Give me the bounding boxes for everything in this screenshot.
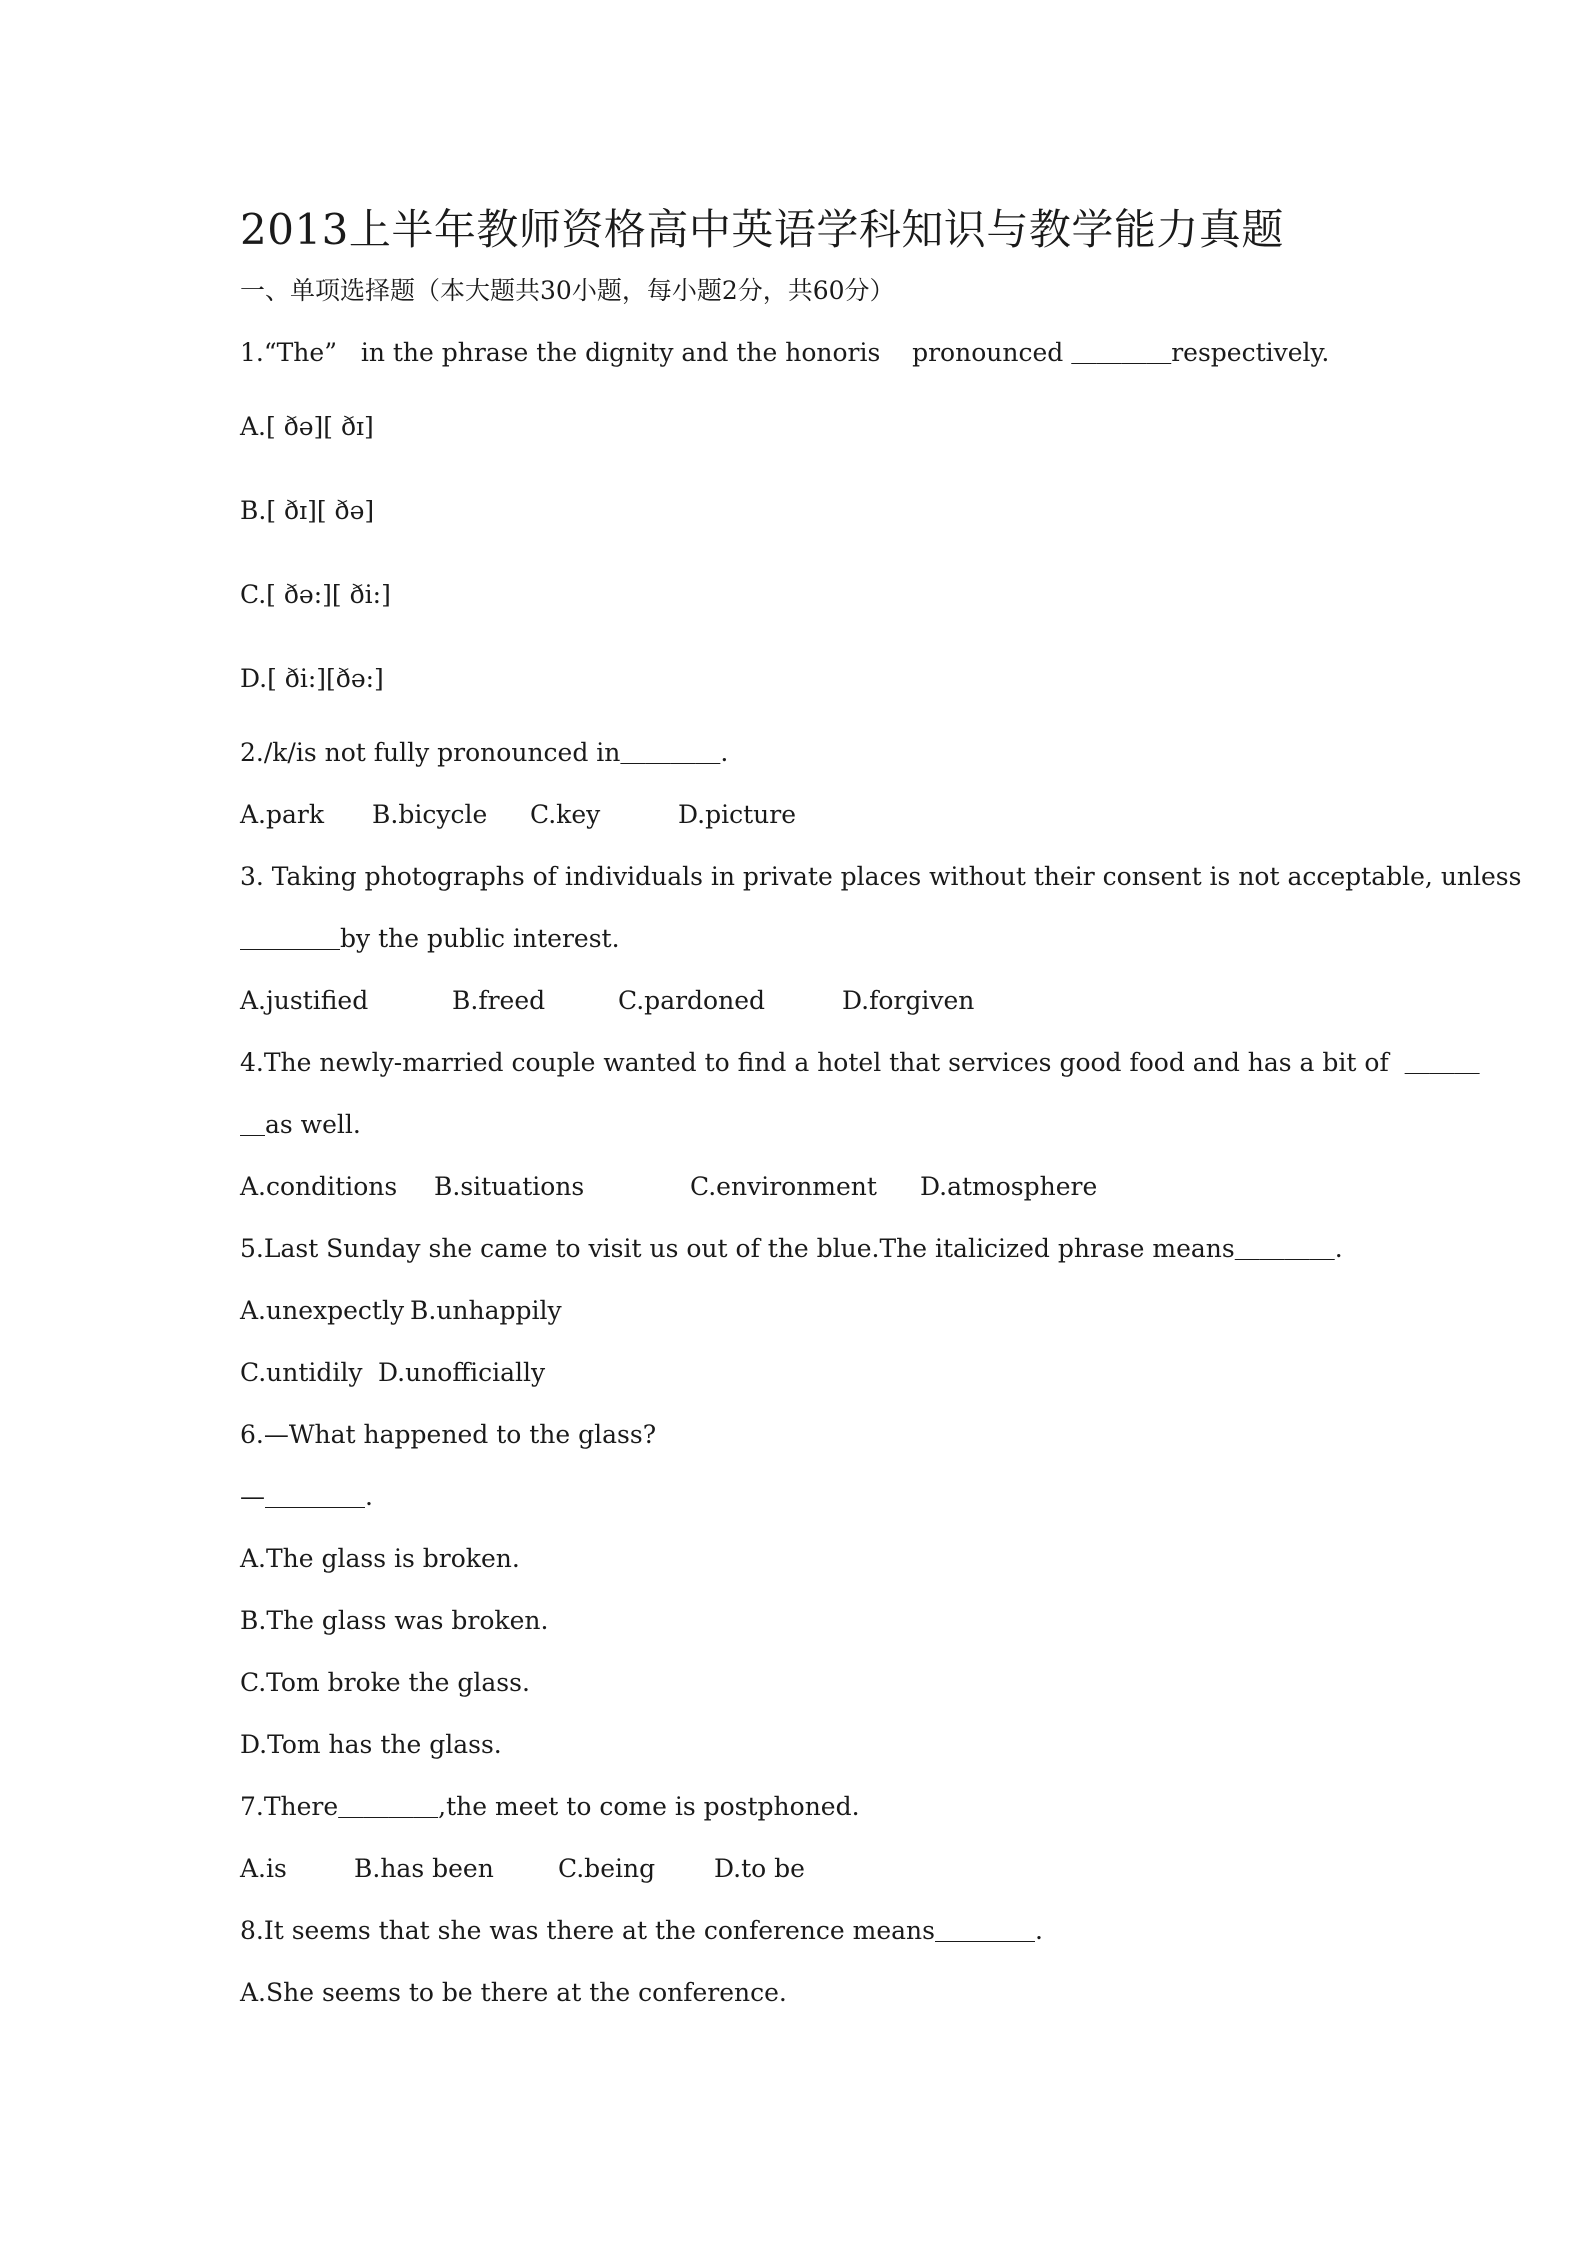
question-4-options [240, 1170, 1360, 1204]
question-5-stem: 5.Last Sunday she came to visit us out of the blue.The italicized phrase means＿＿＿＿. [240, 1234, 1343, 1263]
question-5-options-row-2 [240, 1356, 1360, 1390]
question-1-stem: 1.“The” in the phrase the dignity and the honoris pronounced ＿＿＿＿respectively. [240, 338, 1330, 367]
section-heading: 一、单项选择题（本大题共30小题，每小题2分，共60分） [240, 276, 895, 305]
question-1-option-d: D.[ ði:][ðə:] [240, 664, 384, 693]
question-4-option-c: C.environment [690, 1172, 877, 1201]
question-5-option-b: B.unhappily [410, 1296, 562, 1325]
question-6-option-b: B.The glass was broken. [240, 1606, 549, 1635]
question-3-option-b: B.freed [452, 986, 546, 1015]
question-8-option-a: A.She seems to be there at the conference. [240, 1978, 787, 2007]
question-4-stem-line-1: 4.The newly-married couple wanted to find a hotel that services good food and has a bit of ＿＿＿ [240, 1048, 1480, 1077]
page-title: 2013上半年教师资格高中英语学科知识与教学能力真题 [240, 205, 1284, 254]
question-2-stem: 2./k/is not fully pronounced in＿＿＿＿. [240, 738, 729, 767]
question-2-option-c: C.key [530, 800, 601, 829]
question-6-stem-line-2: —＿＿＿＿. [240, 1482, 373, 1511]
question-3-option-d: D.forgiven [842, 986, 975, 1015]
question-6-stem-line-1: 6.—What happened to the glass? [240, 1420, 657, 1449]
question-7-options [240, 1852, 1360, 1886]
question-7-option-a: A.is [240, 1854, 287, 1883]
question-8-stem: 8.It seems that she was there at the conference means＿＿＿＿. [240, 1916, 1043, 1945]
exam-page [240, 200, 1522, 2038]
question-6-option-a: A.The glass is broken. [240, 1544, 520, 1573]
question-5-option-c: C.untidily [240, 1358, 363, 1387]
question-1-option-a: A.[ ðə][ ðɪ] [240, 412, 374, 441]
question-5-option-d: D.unofficially [378, 1358, 546, 1387]
question-3-stem-line-1: 3. Taking photographs of individuals in private places without their consent is not acceptable, unless [240, 862, 1522, 891]
question-7-option-c: C.being [558, 1854, 656, 1883]
question-1-option-c: C.[ ðə:][ ði:] [240, 580, 391, 609]
question-6-option-d: D.Tom has the glass. [240, 1730, 502, 1759]
question-4-option-a: A.conditions [240, 1172, 398, 1201]
question-4-stem-line-2: ＿as well. [240, 1110, 361, 1139]
question-3-option-c: C.pardoned [618, 986, 765, 1015]
question-5-option-a: A.unexpectly [240, 1296, 405, 1325]
question-4-option-b: B.situations [434, 1172, 585, 1201]
question-6-option-c: C.Tom broke the glass. [240, 1668, 530, 1697]
question-3-options [240, 984, 1360, 1018]
question-7-option-b: B.has been [354, 1854, 494, 1883]
question-5-options-row-1 [240, 1294, 1360, 1328]
question-2-option-a: A.park [240, 800, 325, 829]
question-2-options [240, 798, 1360, 832]
question-7-stem: 7.There＿＿＿＿,the meet to come is postphoned. [240, 1792, 860, 1821]
question-3-stem-line-2: ＿＿＿＿by the public interest. [240, 924, 620, 953]
question-2-option-d: D.picture [678, 800, 796, 829]
question-1-option-b: B.[ ðɪ][ ðə] [240, 496, 375, 525]
question-7-option-d: D.to be [714, 1854, 805, 1883]
question-4-option-d: D.atmosphere [920, 1172, 1098, 1201]
question-2-option-b: B.bicycle [372, 800, 488, 829]
question-3-option-a: A.justified [240, 986, 369, 1015]
